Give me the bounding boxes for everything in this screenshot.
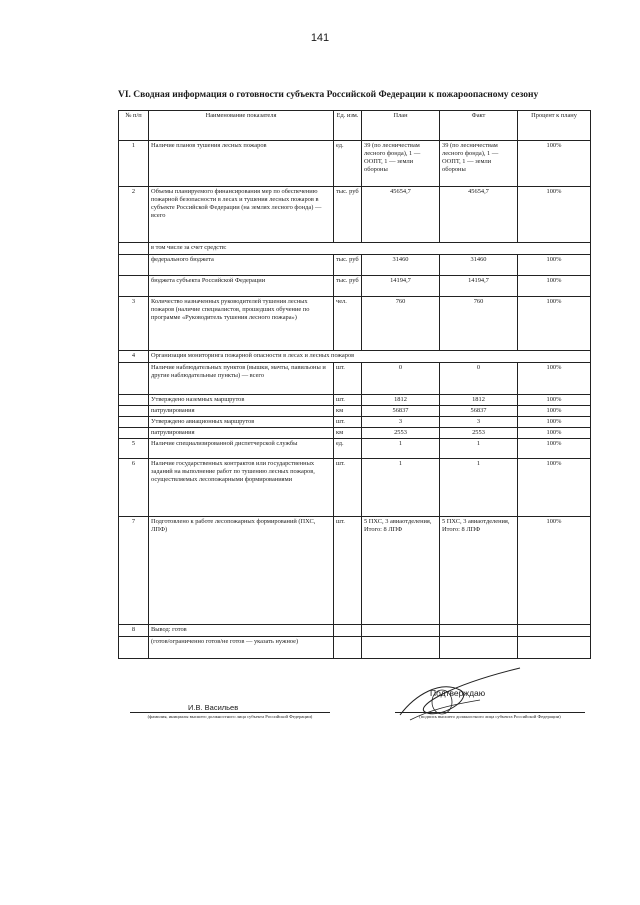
cell-plan: 0: [362, 363, 440, 395]
cell-fact: 2553: [440, 428, 518, 439]
header-fact: Факт: [440, 111, 518, 141]
cell-percent: [518, 625, 591, 637]
cell-name: Утверждено наземных маршрутов: [149, 395, 334, 406]
cell-percent: 100%: [518, 255, 591, 276]
cell-num: 1: [119, 141, 149, 187]
approved-label: Подтверждаю: [430, 688, 486, 698]
cell-num: [119, 363, 149, 395]
cell-unit: тыс. руб: [334, 276, 362, 297]
cell-fact: 14194,7: [440, 276, 518, 297]
cell-num: 3: [119, 297, 149, 351]
cell-percent: 100%: [518, 439, 591, 459]
cell-plan: 3: [362, 417, 440, 428]
cell-fact: 31460: [440, 255, 518, 276]
cell-name: Утверждено авиационных маршрутов: [149, 417, 334, 428]
cell-fact: 3: [440, 417, 518, 428]
cell-name: в том числе за счет средств:: [149, 243, 591, 255]
cell-unit: ед.: [334, 439, 362, 459]
table-row: [119, 187, 591, 243]
cell-percent: 100%: [518, 517, 591, 625]
cell-num: 2: [119, 187, 149, 243]
cell-plan: 2553: [362, 428, 440, 439]
table-row: [119, 417, 591, 428]
cell-percent: 100%: [518, 297, 591, 351]
table-row: [119, 406, 591, 417]
cell-name: Наличие государственных контрактов или государственных заданий на выполнение работ по тушению лесных пожаров, осуществляемых лесопожарными формированиями: [149, 459, 334, 517]
table-row: [119, 459, 591, 517]
table-row: [119, 243, 591, 255]
cell-num: 8: [119, 625, 149, 637]
cell-percent: 100%: [518, 417, 591, 428]
readiness-table: [118, 110, 591, 659]
cell-fact: 5 ПХС, 3 авиаотделения, Итого: 8 ЛПФ: [440, 517, 518, 625]
cell-fact: [440, 625, 518, 637]
table-row: [119, 363, 591, 395]
cell-unit: шт.: [334, 517, 362, 625]
cell-percent: 100%: [518, 428, 591, 439]
table-row: [119, 625, 591, 637]
cell-unit: шт.: [334, 417, 362, 428]
cell-num: [119, 637, 149, 659]
cell-name: Наличие специализированной диспетчерской службы: [149, 439, 334, 459]
cell-name: патрулирования: [149, 406, 334, 417]
cell-percent: 100%: [518, 459, 591, 517]
cell-name: Количество назначенных руководителей тушения лесных пожаров (наличие специалистов, прошедших обучение по программе «Руководитель тушения лесного пожара»): [149, 297, 334, 351]
cell-name: бюджета субъекта Российской Федерации: [149, 276, 334, 297]
cell-name: Объемы планируемого финансирования мер по обеспечению пожарной безопасности в лесах и тушения лесных пожаров в субъекте Российской Федерации (на землях лесного фонда) — всего: [149, 187, 334, 243]
cell-fact: 1812: [440, 395, 518, 406]
cell-unit: шт.: [334, 459, 362, 517]
cell-name: (готов/ограниченно готов/не готов — указать нужное): [149, 637, 334, 659]
cell-num: 6: [119, 459, 149, 517]
cell-percent: 100%: [518, 187, 591, 243]
header-num: № п/п: [119, 111, 149, 141]
cell-percent: 100%: [518, 276, 591, 297]
table-row: [119, 351, 591, 363]
signature-caption: (подпись высшего должностного лица субъекта Российской Федерации): [419, 714, 561, 719]
header-unit: Ед. изм.: [334, 111, 362, 141]
header-percent: Процент к плану: [518, 111, 591, 141]
cell-plan: 14194,7: [362, 276, 440, 297]
cell-plan: 45654,7: [362, 187, 440, 243]
signatory-caption: (фамилия, инициалы высшего должностного лица субъекта Российской Федерации): [147, 714, 313, 719]
table-row: [119, 439, 591, 459]
cell-num: 7: [119, 517, 149, 625]
cell-name: Подготовлено к работе лесопожарных формирований (ПХС, ЛПФ): [149, 517, 334, 625]
cell-num: [119, 243, 149, 255]
table-row: [119, 637, 591, 659]
cell-plan: 760: [362, 297, 440, 351]
cell-name: Вывод: готов: [149, 625, 334, 637]
document-title: VI. Сводная информация о готовности субъекта Российской Федерации к пожароопасному сезону: [118, 90, 539, 100]
cell-unit: шт.: [334, 363, 362, 395]
cell-plan: 31460: [362, 255, 440, 276]
cell-fact: 39 (по лесничествам лесного фонда), 1 — ООПТ, 1 — земли обороны: [440, 141, 518, 187]
table-row: [119, 255, 591, 276]
cell-fact: 45654,7: [440, 187, 518, 243]
table-row: [119, 276, 591, 297]
cell-name: патрулирования: [149, 428, 334, 439]
cell-percent: 100%: [518, 395, 591, 406]
table-row: [119, 428, 591, 439]
cell-unit: ед.: [334, 141, 362, 187]
cell-percent: 100%: [518, 363, 591, 395]
table-row: [119, 297, 591, 351]
cell-name: Наличие наблюдательных пунктов (вышки, мачты, павильоны и другие наблюдательные пункты) — всего: [149, 363, 334, 395]
table-row: [119, 395, 591, 406]
cell-num: [119, 255, 149, 276]
cell-fact: 1: [440, 459, 518, 517]
table-row: [119, 517, 591, 625]
cell-name: Наличие планов тушения лесных пожаров: [149, 141, 334, 187]
cell-percent: 100%: [518, 141, 591, 187]
table-row: [119, 141, 591, 187]
cell-unit: чел.: [334, 297, 362, 351]
cell-plan: 1812: [362, 395, 440, 406]
cell-fact: 56837: [440, 406, 518, 417]
cell-fact: 760: [440, 297, 518, 351]
cell-fact: 1: [440, 439, 518, 459]
cell-plan: 5 ПХС, 3 авиаотделения, Итого: 8 ЛПФ: [362, 517, 440, 625]
cell-plan: [362, 637, 440, 659]
cell-num: 4: [119, 351, 149, 363]
cell-name: федерального бюджета: [149, 255, 334, 276]
cell-plan: 1: [362, 459, 440, 517]
cell-num: [119, 428, 149, 439]
cell-unit: [334, 625, 362, 637]
cell-num: [119, 417, 149, 428]
cell-fact: 0: [440, 363, 518, 395]
cell-percent: 100%: [518, 406, 591, 417]
cell-percent: [518, 637, 591, 659]
cell-unit: км: [334, 428, 362, 439]
cell-fact: [440, 637, 518, 659]
cell-plan: [362, 625, 440, 637]
cell-unit: км: [334, 406, 362, 417]
cell-unit: шт.: [334, 395, 362, 406]
signature-line-right: [395, 712, 585, 713]
signatory-name: И.В. Васильев: [188, 703, 239, 712]
cell-plan: 56837: [362, 406, 440, 417]
cell-unit: тыс. руб: [334, 255, 362, 276]
cell-num: [119, 395, 149, 406]
cell-num: [119, 276, 149, 297]
page-number: 141: [310, 32, 330, 44]
cell-unit: [334, 637, 362, 659]
cell-plan: 1: [362, 439, 440, 459]
cell-num: [119, 406, 149, 417]
header-name: Наименование показателя: [149, 111, 334, 141]
cell-unit: тыс. руб: [334, 187, 362, 243]
cell-plan: 39 (по лесничествам лесного фонда), 1 — ООПТ, 1 — земли обороны: [362, 141, 440, 187]
cell-num: 5: [119, 439, 149, 459]
signature-line-left: [130, 712, 330, 713]
header-plan: План: [362, 111, 440, 141]
cell-name: Организация мониторинга пожарной опасности в лесах и лесных пожаров: [149, 351, 591, 363]
